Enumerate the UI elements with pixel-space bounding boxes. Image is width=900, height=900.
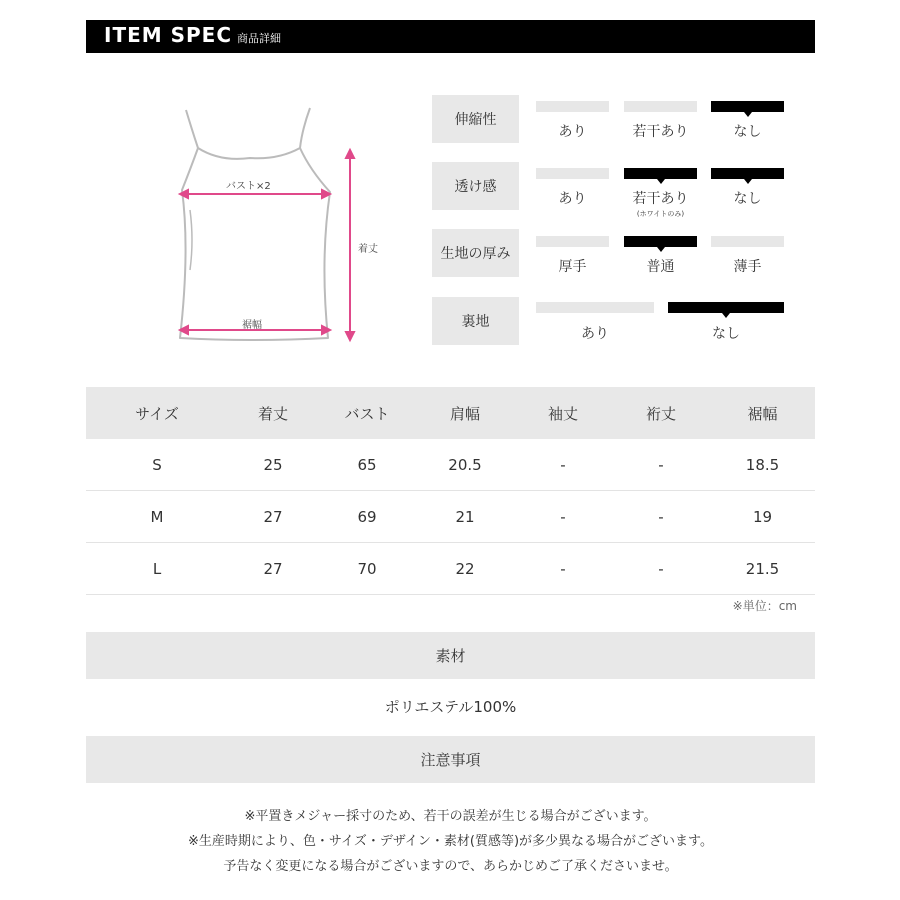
thickness-option-bar-2-selected xyxy=(624,236,697,247)
table-cell: - xyxy=(514,543,612,595)
hem-label: 裾幅 xyxy=(242,320,262,331)
sheer-option-bar-3-selected xyxy=(711,168,784,179)
attribute-label-sheerness: 透け感 xyxy=(432,162,519,210)
size-table xyxy=(86,387,815,595)
table-cell: 65 xyxy=(318,439,416,491)
lining-option-2: なし xyxy=(712,326,740,342)
lining-option-bar-1 xyxy=(536,302,654,313)
garment-illustration xyxy=(150,100,390,360)
table-cell: 25 xyxy=(228,439,318,491)
table-cell: - xyxy=(612,491,710,543)
attribute-label-lining: 裏地 xyxy=(432,297,519,345)
material-value: ポリエステル100% xyxy=(384,698,517,716)
stretch-option-bar-1 xyxy=(536,101,609,112)
thickness-option-bar-1 xyxy=(536,236,609,247)
thickness-option-bar-3 xyxy=(711,236,784,247)
header-size: サイズ xyxy=(86,387,228,439)
stretch-option-1: あり xyxy=(558,124,587,140)
thickness-option-2: 普通 xyxy=(646,259,675,275)
sheer-option-3: なし xyxy=(733,191,762,207)
table-cell: 69 xyxy=(318,491,416,543)
table-cell: 22 xyxy=(416,543,514,595)
section-subtitle: 商品詳細 xyxy=(237,32,281,45)
header-yuki: 裄丈 xyxy=(612,387,710,439)
table-cell: 70 xyxy=(318,543,416,595)
table-cell: - xyxy=(514,439,612,491)
table-cell: 21 xyxy=(416,491,514,543)
header-bust: バスト xyxy=(318,387,416,439)
header-sleeve: 袖丈 xyxy=(514,387,612,439)
header-shoulder: 肩幅 xyxy=(416,387,514,439)
caution-line: ※生産時期により、色・サイズ・デザイン・素材(質感等)が多少異なる場合がございます。 xyxy=(187,834,714,849)
table-cell: 18.5 xyxy=(710,439,815,491)
table-cell: 19 xyxy=(710,491,815,543)
sheer-option-1: あり xyxy=(558,191,587,207)
size-table-header xyxy=(86,387,815,439)
section-title: ITEM SPEC xyxy=(104,23,233,47)
attribute-label-stretch: 伸縮性 xyxy=(432,95,519,143)
table-cell: 21.5 xyxy=(710,543,815,595)
table-cell: 20.5 xyxy=(416,439,514,491)
table-cell: L xyxy=(86,543,228,595)
table-cell: 27 xyxy=(228,543,318,595)
stretch-option-3: なし xyxy=(733,124,762,140)
sheer-option-bar-2-selected xyxy=(624,168,697,179)
table-cell: S xyxy=(86,439,228,491)
unit-note: ※単位：cm xyxy=(732,599,797,613)
thickness-option-3: 薄手 xyxy=(733,259,762,275)
stretch-option-2: 若干あり xyxy=(632,124,689,140)
table-row xyxy=(86,439,815,491)
caution-line: ※平置きメジャー採寸のため、若干の誤差が生じる場合がございます。 xyxy=(244,809,657,824)
section-header xyxy=(86,20,815,53)
table-cell: - xyxy=(612,439,710,491)
length-label: 着丈 xyxy=(358,244,378,255)
lining-option-1: あり xyxy=(581,326,609,342)
table-cell: 27 xyxy=(228,491,318,543)
header-length: 着丈 xyxy=(228,387,318,439)
table-cell: - xyxy=(514,491,612,543)
table-cell: - xyxy=(612,543,710,595)
caution-heading: 注意事項 xyxy=(86,736,815,783)
caution-line: 予告なく変更になる場合がございますので、あらかじめご了承くださいませ。 xyxy=(223,859,678,874)
stretch-option-bar-2 xyxy=(624,101,697,112)
table-row xyxy=(86,491,815,543)
thickness-option-1: 厚手 xyxy=(558,259,587,275)
material-heading: 素材 xyxy=(86,632,815,679)
attribute-label-thickness: 生地の厚み xyxy=(432,229,519,277)
sheer-option-bar-1 xyxy=(536,168,609,179)
table-row xyxy=(86,543,815,595)
table-cell: M xyxy=(86,491,228,543)
header-hem: 裾幅 xyxy=(710,387,815,439)
sheer-option-2: 若干あり xyxy=(632,191,689,207)
stretch-option-bar-3-selected xyxy=(711,101,784,112)
camisole-diagram xyxy=(150,100,390,360)
lining-option-bar-2-selected xyxy=(668,302,784,313)
sheer-option-note: (ホワイトのみ) xyxy=(636,210,685,218)
bust-label: バスト×2 xyxy=(226,181,271,192)
